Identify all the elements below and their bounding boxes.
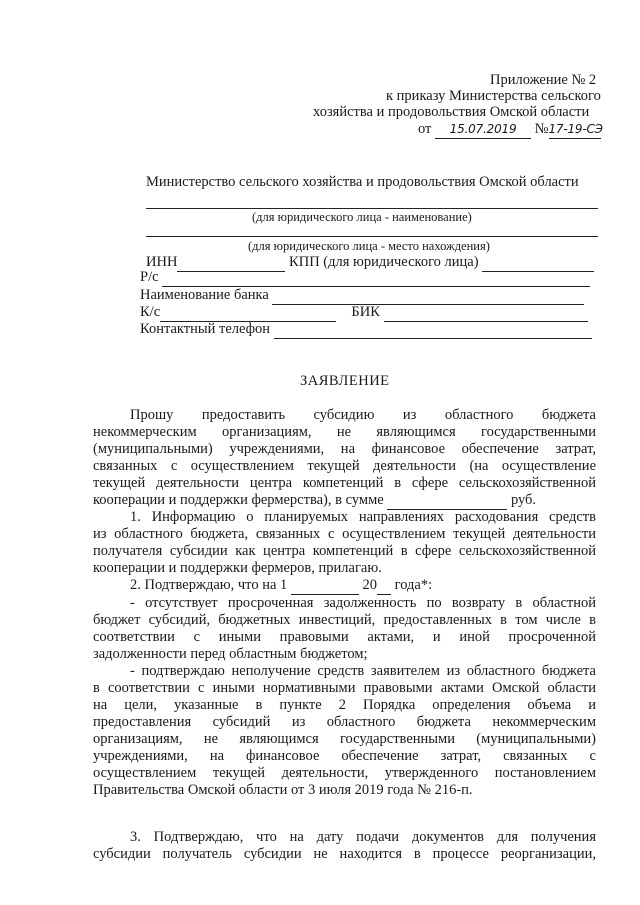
amount-suffix: руб. (507, 492, 537, 508)
p2b-line: на цели, указанные в пункте 2 Порядка определения объема и (93, 697, 596, 713)
intro-line: некоммерческим организациям, не являющимся государственными (93, 424, 596, 440)
account-field (162, 269, 590, 287)
p2b-line: учреждениями, на финансовое обеспечение затрат, связанных с (93, 748, 596, 764)
recipient-ministry: Министерство сельского хозяйства и продовольствия Омской области (146, 174, 579, 190)
phone-field (274, 321, 592, 339)
paragraph-3 (93, 829, 596, 863)
amount-field (387, 492, 507, 510)
intro-line: Прошу предоставить субсидию из областного бюджета (130, 407, 596, 423)
p1-line: 1. Информацию о планируемых направлениях расходования средств (130, 509, 596, 525)
inn-label: ИНН (146, 254, 178, 270)
account-row (140, 269, 590, 287)
phone-label: Контактный телефон (140, 321, 271, 337)
order-number-field (549, 121, 601, 139)
p2-end: года*: (391, 577, 433, 593)
order-number: 17-19-СЭ (548, 122, 603, 136)
legal-address-hint: (для юридического лица - место нахождения) (248, 239, 490, 253)
legal-name-hint: (для юридического лица - наименование) (252, 210, 472, 224)
paragraph-1 (93, 509, 596, 577)
statement-heading: ЗАЯВЛЕНИЕ (300, 373, 390, 389)
p2b-line: осуществлением текущей деятельности, утвержденного постановлением (93, 765, 596, 781)
kpp-label: КПП (для юридического лица) (289, 254, 479, 270)
intro-paragraph (93, 407, 596, 510)
bank-row (140, 287, 584, 305)
appendix-order-line2: хозяйства и продовольствия Омской области (313, 104, 590, 120)
appendix-title: Приложение № 2 (490, 72, 597, 88)
from-label: от (418, 121, 432, 137)
p2-heading-line (93, 577, 596, 595)
intro-line: текущей деятельности центра компетенций в сфере сельскохозяйственной (93, 475, 596, 491)
p2a-line: задолженности перед областным бюджетом; (93, 646, 368, 662)
corr-bik-row (140, 304, 588, 322)
phone-row (140, 321, 592, 339)
p2a-line: - отсутствует просроченная задолженность по возврату в областной (130, 595, 596, 611)
p1-line: из областного бюджета, связанных с осуществлением текущей деятельности (93, 526, 596, 542)
p2b-line: Правительства Омской области от 3 июля 2019 года № 216-п. (93, 782, 473, 798)
bik-label: БИК (351, 304, 380, 320)
appendix-date-line (418, 121, 601, 139)
p1-line: кооперации и поддержки фермеров, прилагаю. (93, 560, 382, 576)
corr-label: К/с (140, 304, 161, 320)
appendix-order-line1: к приказу Министерства сельского (386, 88, 601, 104)
bank-field (272, 287, 584, 305)
p2a-line: соответствии с иными правовыми актами, и иной просроченной (93, 629, 596, 645)
p3-line: субсидии получатель субсидии не находится в процессе реорганизации, (93, 846, 596, 862)
p2b-line: предоставления субсидий из областного бюджета некоммерческим (93, 714, 596, 730)
order-date-field (435, 121, 531, 139)
intro-line: (муниципальными) учреждениями, на финансовое обеспечение затрат, (93, 441, 596, 457)
bik-field (384, 304, 588, 322)
intro-line: связанных с осуществлением текущей деятельности (на осуществление (93, 458, 596, 474)
number-label: № (534, 121, 549, 137)
corr-field (160, 304, 336, 322)
p1-line: получателя субсидии как центра компетенций в сфере сельскохозяйственной (93, 543, 596, 559)
account-label: Р/с (140, 269, 159, 285)
p2b-line: в соответствии с иными нормативными правовыми актами Омской области (93, 680, 596, 696)
amount-prefix: кооперации и поддержки фермерства), в сумме (93, 492, 388, 508)
p2a-line: бюджет субсидий, бюджетных инвестиций, предоставленных в том числе в (93, 612, 596, 628)
order-date: 15.07.2019 (449, 122, 517, 136)
intro-amount-line (93, 492, 596, 510)
p2-start: 2. Подтверждаю, что на 1 (130, 577, 291, 593)
p2-year-field (377, 577, 391, 595)
bank-label: Наименование банка (140, 287, 269, 303)
p2b-line: организациям, не являющимся государственными (муниципальными) (93, 731, 596, 747)
legal-address-line (146, 236, 598, 237)
p2-date-field (291, 577, 359, 595)
p2-year-prefix: 20 (358, 577, 378, 593)
p2b-line: - подтверждаю неполучение средств заявителем из областного бюджета (130, 663, 596, 679)
p3-line: 3. Подтверждаю, что на дату подачи документов для получения (130, 829, 596, 845)
paragraph-2 (93, 577, 596, 799)
